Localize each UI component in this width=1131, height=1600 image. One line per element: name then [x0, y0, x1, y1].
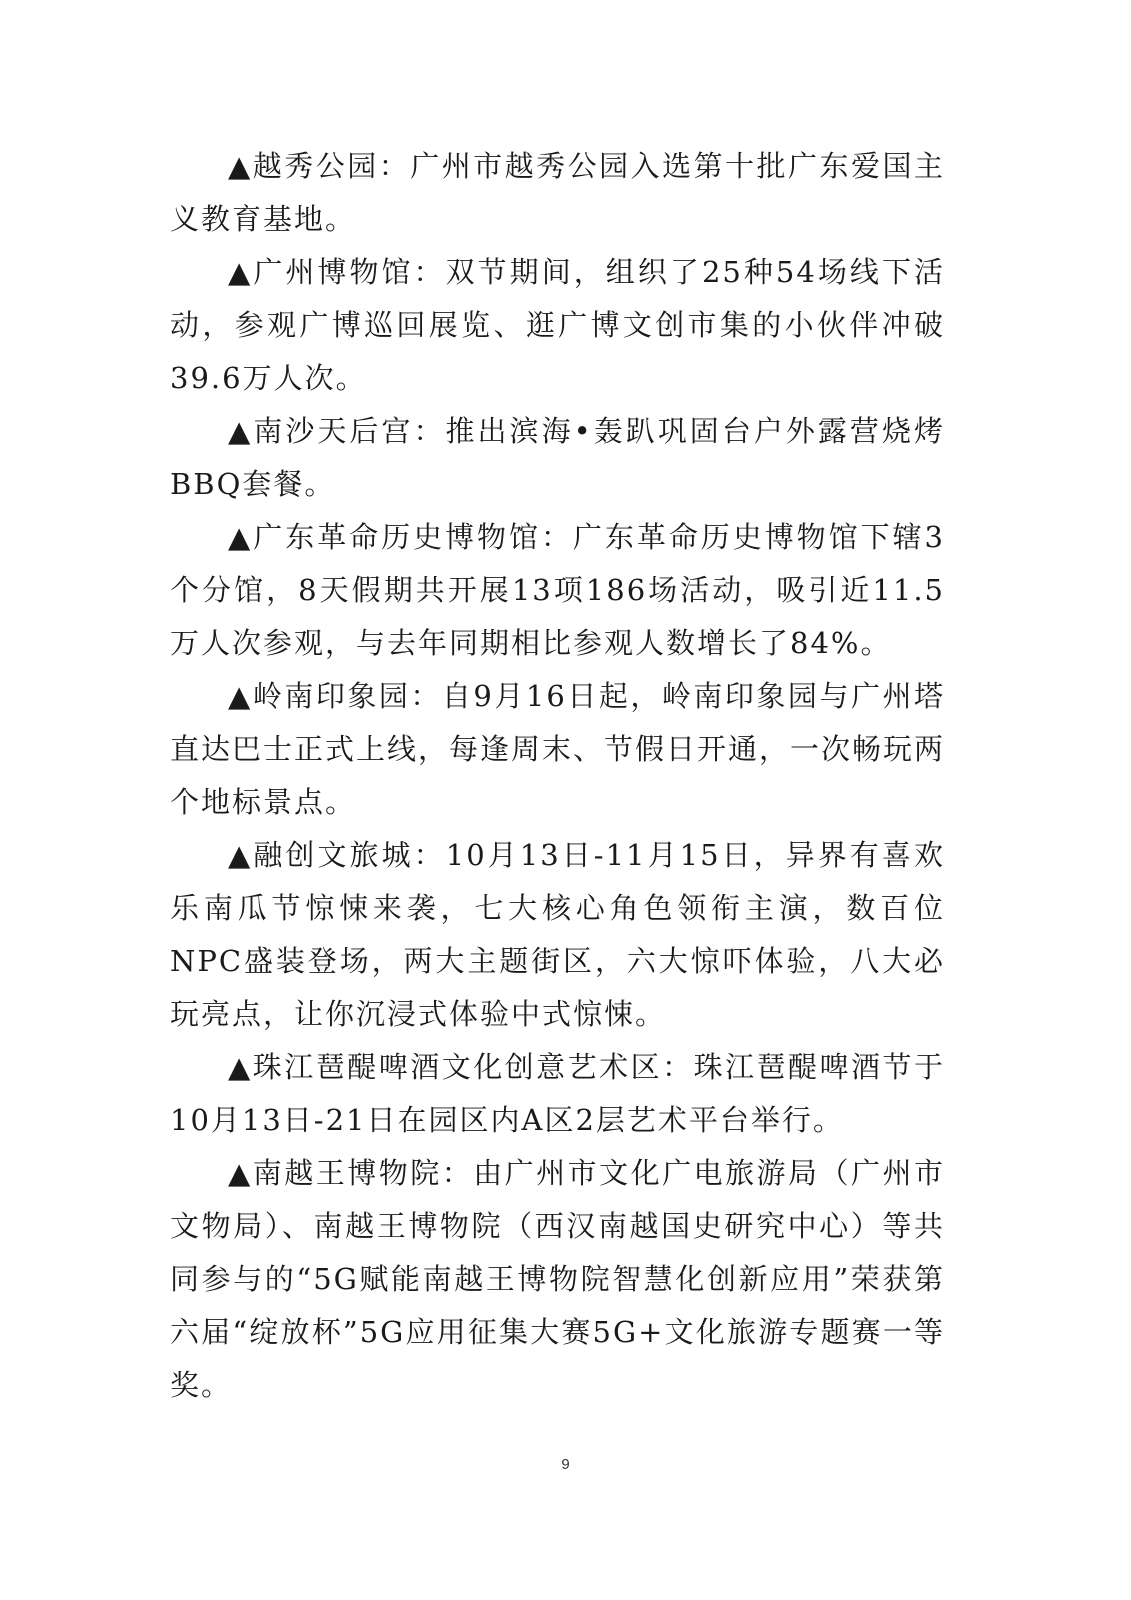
- paragraph-pearl-river-beer-art-district: ▲珠江琶醍啤酒文化创意艺术区：珠江琶醍啤酒节于10月13日-21日在园区内A区2层艺术平台举行。: [170, 1050, 945, 1137]
- paragraph-revolution-history-museum: ▲广东革命历史博物馆：广东革命历史博物馆下辖3个分馆，8天假期共开展13项186场活动，吸引近11.5万人次参观，与去年同期相比参观人数增长了84%。: [170, 520, 945, 660]
- paragraph-nansha-tianhou-palace: ▲南沙天后宫：推出滨海•轰趴巩固台户外露营烧烤BBQ套餐。: [170, 414, 945, 501]
- paragraph-lingnan-impression-park: ▲岭南印象园：自9月16日起，岭南印象园与广州塔直达巴士正式上线，每逢周末、节假日开通，一次畅玩两个地标景点。: [170, 679, 946, 819]
- paragraph-guangzhou-museum: ▲广州博物馆：双节期间，组织了25种54场线下活动，参观广博巡回展览、逛广博文创市集的小伙伴冲破39.6万人次。: [170, 255, 945, 395]
- page-number: 9: [561, 1456, 570, 1473]
- paragraph-yuexiu-park: ▲越秀公园：广州市越秀公园入选第十批广东爱国主义教育基地。: [170, 149, 945, 236]
- paragraph-nanyue-king-museum: ▲南越王博物院：由广州市文化广电旅游局（广州市文物局）、南越王博物院（西汉南越国史研究中心）等共同参与的“5G赋能南越王博物院智慧化创新应用”荣获第六届“绽放杯”5G应用征集大赛5G+文化旅游专题赛一等奖。: [170, 1156, 945, 1402]
- paragraph-sunac-cultural-tourism-city: ▲融创文旅城：10月13日-11月15日，异界有喜欢乐南瓜节惊悚来袭，七大核心角色领衔主演，数百位NPC盛装登场，两大主题街区，六大惊吓体验，八大必玩亮点，让你沉浸式体验中式惊悚。: [170, 838, 945, 1031]
- body-text: [170, 140, 945, 1412]
